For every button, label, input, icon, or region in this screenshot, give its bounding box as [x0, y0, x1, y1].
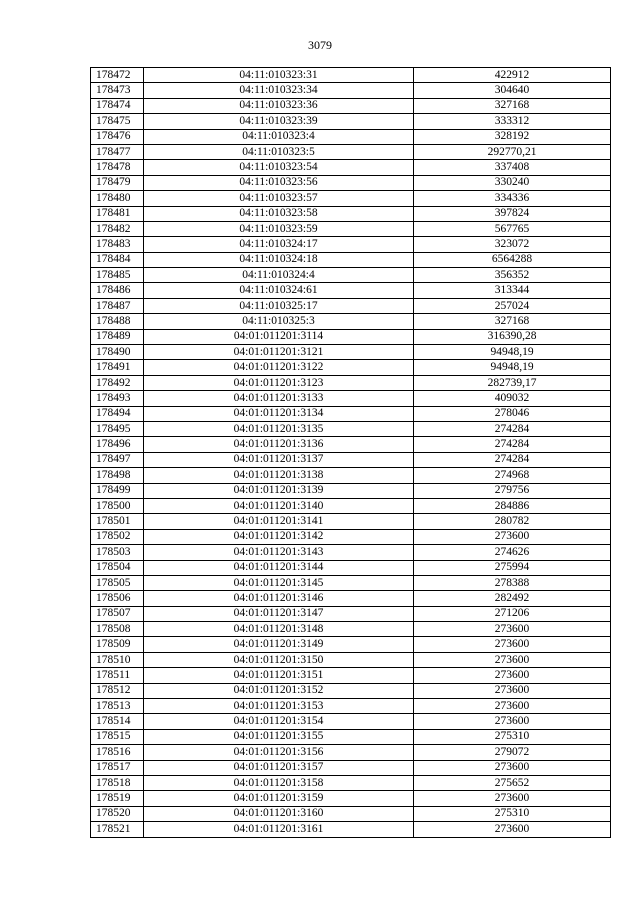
cadastral-value-cell: 282492 — [414, 591, 611, 606]
cadastral-value-cell: 273600 — [414, 699, 611, 714]
row-number-cell: 178520 — [91, 806, 144, 821]
table-row — [91, 745, 611, 760]
table-row — [91, 314, 611, 329]
row-number-cell: 178479 — [91, 175, 144, 190]
table-row — [91, 375, 611, 390]
cadastral-number-cell: 04:11:010324:4 — [144, 268, 414, 283]
table-row — [91, 668, 611, 683]
cadastral-number-cell: 04:01:011201:3159 — [144, 791, 414, 806]
cadastral-number-cell: 04:11:010325:3 — [144, 314, 414, 329]
cadastral-value-cell: 273600 — [414, 652, 611, 667]
cadastral-number-cell: 04:01:011201:3139 — [144, 483, 414, 498]
row-number-cell: 178472 — [91, 68, 144, 83]
row-number-cell: 178494 — [91, 406, 144, 421]
table-row — [91, 360, 611, 375]
row-number-cell: 178477 — [91, 144, 144, 159]
cadastral-number-cell: 04:11:010323:31 — [144, 68, 414, 83]
row-number-cell: 178490 — [91, 345, 144, 360]
row-number-cell: 178492 — [91, 375, 144, 390]
cadastral-value-cell: 278046 — [414, 406, 611, 421]
row-number-cell: 178475 — [91, 114, 144, 129]
table-row — [91, 252, 611, 267]
row-number-cell: 178506 — [91, 591, 144, 606]
cadastral-number-cell: 04:11:010325:17 — [144, 298, 414, 313]
row-number-cell: 178486 — [91, 283, 144, 298]
cadastral-value-cell: 278388 — [414, 575, 611, 590]
table-row — [91, 268, 611, 283]
cadastral-value-cell: 275652 — [414, 775, 611, 790]
table-row — [91, 175, 611, 190]
row-number-cell: 178512 — [91, 683, 144, 698]
row-number-cell: 178491 — [91, 360, 144, 375]
row-number-cell: 178489 — [91, 329, 144, 344]
row-number-cell: 178474 — [91, 98, 144, 113]
table-row — [91, 760, 611, 775]
cadastral-number-cell: 04:01:011201:3146 — [144, 591, 414, 606]
cadastral-value-cell: 94948,19 — [414, 345, 611, 360]
row-number-cell: 178518 — [91, 775, 144, 790]
cadastral-value-cell: 273600 — [414, 637, 611, 652]
row-number-cell: 178484 — [91, 252, 144, 267]
cadastral-number-cell: 04:01:011201:3160 — [144, 806, 414, 821]
cadastral-value-cell: 274968 — [414, 468, 611, 483]
table-row — [91, 637, 611, 652]
row-number-cell: 178521 — [91, 822, 144, 837]
cadastral-value-cell: 275310 — [414, 806, 611, 821]
table-row — [91, 98, 611, 113]
row-number-cell: 178500 — [91, 498, 144, 513]
cadastral-number-cell: 04:01:011201:3134 — [144, 406, 414, 421]
table-row — [91, 144, 611, 159]
cadastral-value-cell: 273600 — [414, 791, 611, 806]
cadastral-value-cell: 330240 — [414, 175, 611, 190]
table-row — [91, 683, 611, 698]
row-number-cell: 178515 — [91, 729, 144, 744]
table-row — [91, 791, 611, 806]
row-number-cell: 178502 — [91, 529, 144, 544]
cadastral-number-cell: 04:01:011201:3149 — [144, 637, 414, 652]
cadastral-value-cell: 567765 — [414, 221, 611, 236]
cadastral-number-cell: 04:01:011201:3138 — [144, 468, 414, 483]
cadastral-number-cell: 04:01:011201:3158 — [144, 775, 414, 790]
cadastral-number-cell: 04:01:011201:3114 — [144, 329, 414, 344]
cadastral-value-cell: 409032 — [414, 391, 611, 406]
cadastral-number-cell: 04:01:011201:3157 — [144, 760, 414, 775]
table-row — [91, 83, 611, 98]
table-row — [91, 452, 611, 467]
row-number-cell: 178508 — [91, 622, 144, 637]
row-number-cell: 178480 — [91, 191, 144, 206]
cadastral-value-cell: 279072 — [414, 745, 611, 760]
cadastral-value-cell: 333312 — [414, 114, 611, 129]
row-number-cell: 178481 — [91, 206, 144, 221]
cadastral-value-cell: 94948,19 — [414, 360, 611, 375]
cadastral-value-table — [90, 67, 611, 838]
row-number-cell: 178514 — [91, 714, 144, 729]
cadastral-number-cell: 04:11:010323:34 — [144, 83, 414, 98]
row-number-cell: 178495 — [91, 421, 144, 436]
table-row — [91, 237, 611, 252]
cadastral-value-cell: 316390,28 — [414, 329, 611, 344]
cadastral-value-cell: 273600 — [414, 668, 611, 683]
cadastral-value-cell: 334336 — [414, 191, 611, 206]
cadastral-value-cell: 356352 — [414, 268, 611, 283]
cadastral-number-cell: 04:01:011201:3123 — [144, 375, 414, 390]
cadastral-value-cell: 273600 — [414, 683, 611, 698]
cadastral-number-cell: 04:11:010323:57 — [144, 191, 414, 206]
table-row — [91, 283, 611, 298]
cadastral-number-cell: 04:01:011201:3141 — [144, 514, 414, 529]
cadastral-number-cell: 04:01:011201:3143 — [144, 545, 414, 560]
cadastral-number-cell: 04:11:010323:39 — [144, 114, 414, 129]
table-row — [91, 775, 611, 790]
cadastral-value-cell: 337408 — [414, 160, 611, 175]
row-number-cell: 178485 — [91, 268, 144, 283]
cadastral-value-cell: 304640 — [414, 83, 611, 98]
cadastral-number-cell: 04:11:010324:18 — [144, 252, 414, 267]
table-row — [91, 622, 611, 637]
row-number-cell: 178473 — [91, 83, 144, 98]
cadastral-value-cell: 313344 — [414, 283, 611, 298]
cadastral-number-cell: 04:11:010323:59 — [144, 221, 414, 236]
table-row — [91, 191, 611, 206]
row-number-cell: 178476 — [91, 129, 144, 144]
cadastral-number-cell: 04:01:011201:3154 — [144, 714, 414, 729]
row-number-cell: 178501 — [91, 514, 144, 529]
row-number-cell: 178487 — [91, 298, 144, 313]
cadastral-value-cell: 257024 — [414, 298, 611, 313]
cadastral-value-cell: 274626 — [414, 545, 611, 560]
cadastral-value-cell: 327168 — [414, 314, 611, 329]
cadastral-number-cell: 04:01:011201:3156 — [144, 745, 414, 760]
cadastral-value-cell: 273600 — [414, 622, 611, 637]
cadastral-value-cell: 422912 — [414, 68, 611, 83]
table-row — [91, 468, 611, 483]
row-number-cell: 178513 — [91, 699, 144, 714]
row-number-cell: 178478 — [91, 160, 144, 175]
cadastral-value-cell: 273600 — [414, 714, 611, 729]
table-row — [91, 345, 611, 360]
row-number-cell: 178516 — [91, 745, 144, 760]
table-row — [91, 391, 611, 406]
cadastral-number-cell: 04:01:011201:3150 — [144, 652, 414, 667]
table-row — [91, 591, 611, 606]
cadastral-value-cell: 271206 — [414, 606, 611, 621]
table-row — [91, 699, 611, 714]
cadastral-number-cell: 04:11:010323:5 — [144, 144, 414, 159]
cadastral-number-cell: 04:01:011201:3122 — [144, 360, 414, 375]
cadastral-number-cell: 04:11:010324:17 — [144, 237, 414, 252]
cadastral-value-cell: 274284 — [414, 421, 611, 436]
cadastral-number-cell: 04:01:011201:3135 — [144, 421, 414, 436]
cadastral-value-cell: 6564288 — [414, 252, 611, 267]
cadastral-number-cell: 04:01:011201:3152 — [144, 683, 414, 698]
cadastral-value-cell: 327168 — [414, 98, 611, 113]
cadastral-number-cell: 04:01:011201:3144 — [144, 560, 414, 575]
table-row — [91, 114, 611, 129]
cadastral-number-cell: 04:01:011201:3153 — [144, 699, 414, 714]
table-row — [91, 806, 611, 821]
cadastral-value-cell: 279756 — [414, 483, 611, 498]
table-row — [91, 498, 611, 513]
table-row — [91, 160, 611, 175]
cadastral-value-cell: 328192 — [414, 129, 611, 144]
table-row — [91, 545, 611, 560]
table-row — [91, 298, 611, 313]
cadastral-number-cell: 04:11:010323:54 — [144, 160, 414, 175]
row-number-cell: 178511 — [91, 668, 144, 683]
cadastral-number-cell: 04:11:010323:56 — [144, 175, 414, 190]
table-row — [91, 652, 611, 667]
row-number-cell: 178482 — [91, 221, 144, 236]
cadastral-value-cell: 275310 — [414, 729, 611, 744]
cadastral-number-cell: 04:11:010323:4 — [144, 129, 414, 144]
row-number-cell: 178498 — [91, 468, 144, 483]
row-number-cell: 178507 — [91, 606, 144, 621]
cadastral-number-cell: 04:01:011201:3155 — [144, 729, 414, 744]
cadastral-number-cell: 04:11:010324:61 — [144, 283, 414, 298]
table-row — [91, 68, 611, 83]
cadastral-value-cell: 274284 — [414, 452, 611, 467]
cadastral-value-cell: 275994 — [414, 560, 611, 575]
cadastral-value-cell: 280782 — [414, 514, 611, 529]
cadastral-number-cell: 04:01:011201:3148 — [144, 622, 414, 637]
row-number-cell: 178517 — [91, 760, 144, 775]
table-row — [91, 329, 611, 344]
row-number-cell: 178504 — [91, 560, 144, 575]
cadastral-number-cell: 04:01:011201:3137 — [144, 452, 414, 467]
cadastral-number-cell: 04:01:011201:3136 — [144, 437, 414, 452]
cadastral-number-cell: 04:01:011201:3147 — [144, 606, 414, 621]
table-row — [91, 822, 611, 837]
row-number-cell: 178499 — [91, 483, 144, 498]
row-number-cell: 178519 — [91, 791, 144, 806]
cadastral-number-cell: 04:01:011201:3142 — [144, 529, 414, 544]
row-number-cell: 178503 — [91, 545, 144, 560]
cadastral-number-cell: 04:01:011201:3133 — [144, 391, 414, 406]
table-body — [91, 68, 611, 838]
table-row — [91, 560, 611, 575]
cadastral-number-cell: 04:01:011201:3121 — [144, 345, 414, 360]
cadastral-number-cell: 04:01:011201:3161 — [144, 822, 414, 837]
cadastral-value-cell: 292770,21 — [414, 144, 611, 159]
cadastral-number-cell: 04:01:011201:3151 — [144, 668, 414, 683]
cadastral-value-cell: 273600 — [414, 822, 611, 837]
cadastral-number-cell: 04:11:010323:58 — [144, 206, 414, 221]
cadastral-number-cell: 04:01:011201:3145 — [144, 575, 414, 590]
cadastral-number-cell: 04:01:011201:3140 — [144, 498, 414, 513]
row-number-cell: 178496 — [91, 437, 144, 452]
row-number-cell: 178493 — [91, 391, 144, 406]
row-number-cell: 178509 — [91, 637, 144, 652]
table-row — [91, 714, 611, 729]
table-row — [91, 729, 611, 744]
cadastral-value-cell: 274284 — [414, 437, 611, 452]
row-number-cell: 178505 — [91, 575, 144, 590]
row-number-cell: 178510 — [91, 652, 144, 667]
cadastral-value-cell: 284886 — [414, 498, 611, 513]
table-row — [91, 606, 611, 621]
table-row — [91, 575, 611, 590]
page-number: 3079 — [308, 38, 332, 52]
cadastral-number-cell: 04:11:010323:36 — [144, 98, 414, 113]
table-row — [91, 483, 611, 498]
table-row — [91, 129, 611, 144]
row-number-cell: 178497 — [91, 452, 144, 467]
table-row — [91, 437, 611, 452]
row-number-cell: 178488 — [91, 314, 144, 329]
cadastral-value-cell: 323072 — [414, 237, 611, 252]
cadastral-value-cell: 282739,17 — [414, 375, 611, 390]
table-row — [91, 514, 611, 529]
cadastral-value-cell: 397824 — [414, 206, 611, 221]
table-row — [91, 406, 611, 421]
table-row — [91, 529, 611, 544]
table-row — [91, 421, 611, 436]
table-row — [91, 221, 611, 236]
cadastral-value-cell: 273600 — [414, 760, 611, 775]
row-number-cell: 178483 — [91, 237, 144, 252]
table-row — [91, 206, 611, 221]
cadastral-value-cell: 273600 — [414, 529, 611, 544]
